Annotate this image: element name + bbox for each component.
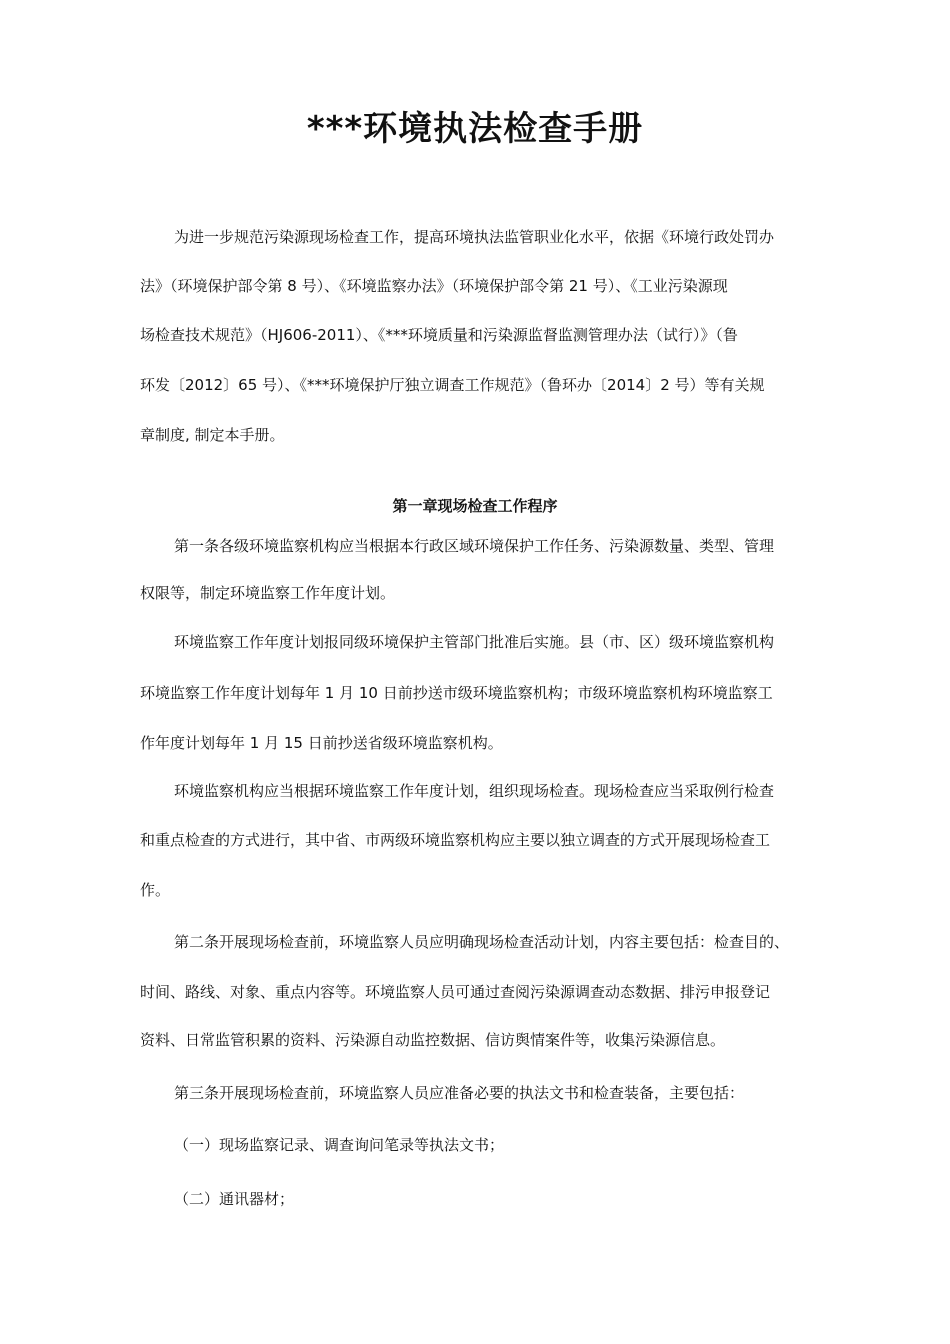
paragraph-line: 环境监察机构应当根据环境监察工作年度计划，组织现场检查。现场检查应当采取例行检查 bbox=[174, 782, 775, 800]
paragraph-line: 作。 bbox=[140, 881, 171, 899]
intro-line: 章制度, 制定本手册。 bbox=[140, 426, 285, 444]
list-item: （一）现场监察记录、调查询问笔录等执法文书； bbox=[174, 1136, 505, 1154]
document-title: ***环境执法检查手册 bbox=[306, 109, 644, 149]
article-line: 资料、日常监管积累的资料、污染源自动监控数据、信访舆情案件等，收集污染源信息。 bbox=[140, 1031, 726, 1049]
paragraph-line: 环境监察工作年度计划报同级环境保护主管部门批准后实施。县（市、区）级环境监察机构 bbox=[174, 633, 775, 651]
paragraph-line: 作年度计划每年 1 月 15 日前抄送省级环境监察机构。 bbox=[140, 734, 503, 752]
article-line: 权限等，制定环境监察工作年度计划。 bbox=[140, 584, 396, 602]
paragraph-line: 环境监察工作年度计划每年 1 月 10 日前抄送市级环境监察机构；市级环境监察机构环境监察工 bbox=[140, 684, 773, 702]
article-line: 时间、路线、对象、重点内容等。环境监察人员可通过查阅污染源调查动态数据、排污申报登记 bbox=[140, 983, 771, 1001]
article-line: 第一条各级环境监察机构应当根据本行政区域环境保护工作任务、污染源数量、类型、管理 bbox=[174, 537, 775, 555]
article-line: 第二条开展现场检查前，环境监察人员应明确现场检查活动计划，内容主要包括：检查目的、 bbox=[174, 933, 790, 951]
article-line: 第三条开展现场检查前，环境监察人员应准备必要的执法文书和检查装备，主要包括： bbox=[174, 1084, 745, 1102]
list-item: （二）通讯器材； bbox=[174, 1190, 295, 1208]
chapter-heading: 第一章现场检查工作程序 bbox=[392, 497, 558, 515]
intro-line: 环发〔2012〕65 号）、《***环境保护厅独立调查工作规范》（鲁环办〔2014〕2 号）等有关规 bbox=[140, 376, 765, 394]
paragraph-line: 和重点检查的方式进行，其中省、市两级环境监察机构应主要以独立调查的方式开展现场检查工 bbox=[140, 831, 771, 849]
intro-line: 为进一步规范污染源现场检查工作，提高环境执法监管职业化水平，依据《环境行政处罚办 bbox=[174, 228, 775, 246]
intro-line: 场检查技术规范》（HJ606-2011）、《***环境质量和污染源监督监测管理办法（试行）》（鲁 bbox=[140, 326, 738, 344]
intro-line: 法》（环境保护部令第 8 号）、《环境监察办法》（环境保护部令第 21 号）、《工业污染源现 bbox=[140, 277, 728, 295]
